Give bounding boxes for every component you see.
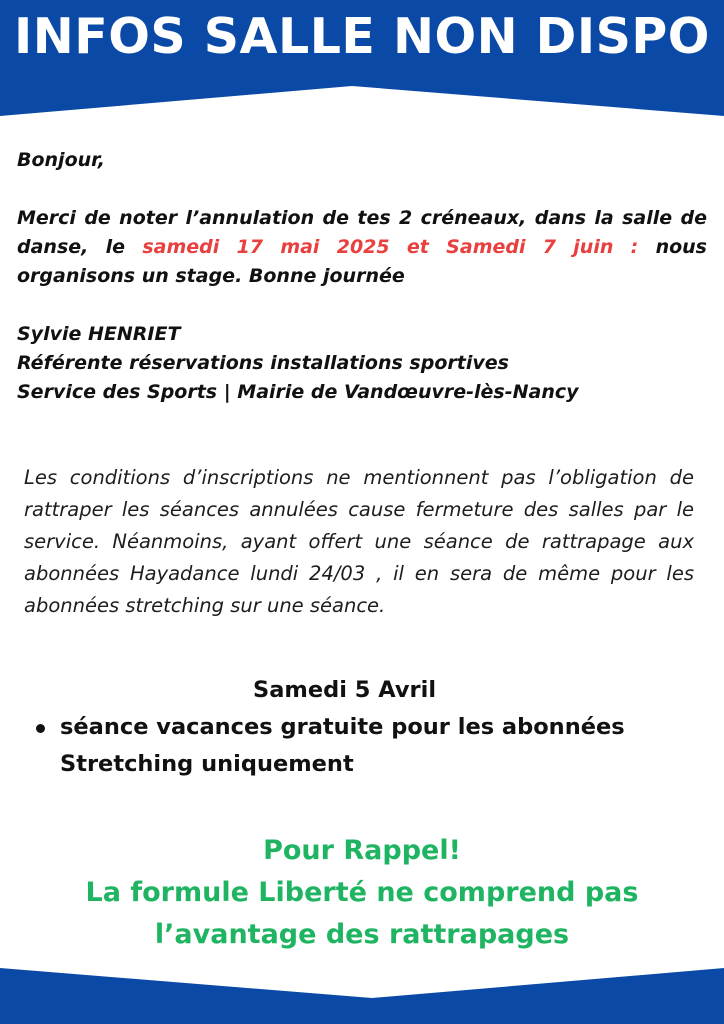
list-item [60, 709, 660, 783]
footer-banner-shape [0, 968, 724, 1024]
message-text-start: Merci de noter l’annulation de tes 2 créneaux, dans la salle de danse, le [17, 207, 707, 258]
bullet-icon [36, 724, 45, 733]
event-list [0, 709, 660, 783]
greeting: Bonjour, [17, 149, 105, 171]
page-title: INFOS SALLE NON DISPO [14, 8, 710, 65]
reminder [0, 830, 724, 956]
message-text-end: nous organisons un stage. Bonne journée [17, 236, 707, 287]
conditions-paragraph: Les conditions d’inscriptions ne mentionnent pas l’obligation de rattraper les séances annulées cause fermeture des salles par le service. Néanmoins, ayant offert une séance de rattrapage aux abonnées Hayadance lundi 24/03 , il en sera de même pour les abonnées stretching sur une séance. [24, 466, 694, 617]
cancellation-message [17, 204, 707, 291]
reminder-line-2: l’avantage des rattrapages [154, 919, 570, 950]
event-section [0, 672, 724, 783]
reminder-line-1: La formule Liberté ne comprend pas [85, 877, 639, 908]
signature-role: Référente réservations installations sportives [17, 352, 509, 374]
event-date: Samedi 5 Avril [253, 677, 437, 703]
reminder-heading: Pour Rappel! [263, 835, 461, 866]
signature-name: Sylvie HENRIET [17, 323, 181, 345]
footer-banner [0, 958, 724, 1024]
letter [17, 146, 707, 407]
signature [17, 320, 707, 407]
signature-service: Service des Sports | Mairie de Vandœuvre-lès-Nancy [17, 381, 579, 403]
cancelled-dates: samedi 17 mai 2025 et Samedi 7 juin : [142, 236, 656, 258]
list-item-text: séance vacances gratuite pour les abonnées Stretching uniquement [60, 714, 625, 777]
